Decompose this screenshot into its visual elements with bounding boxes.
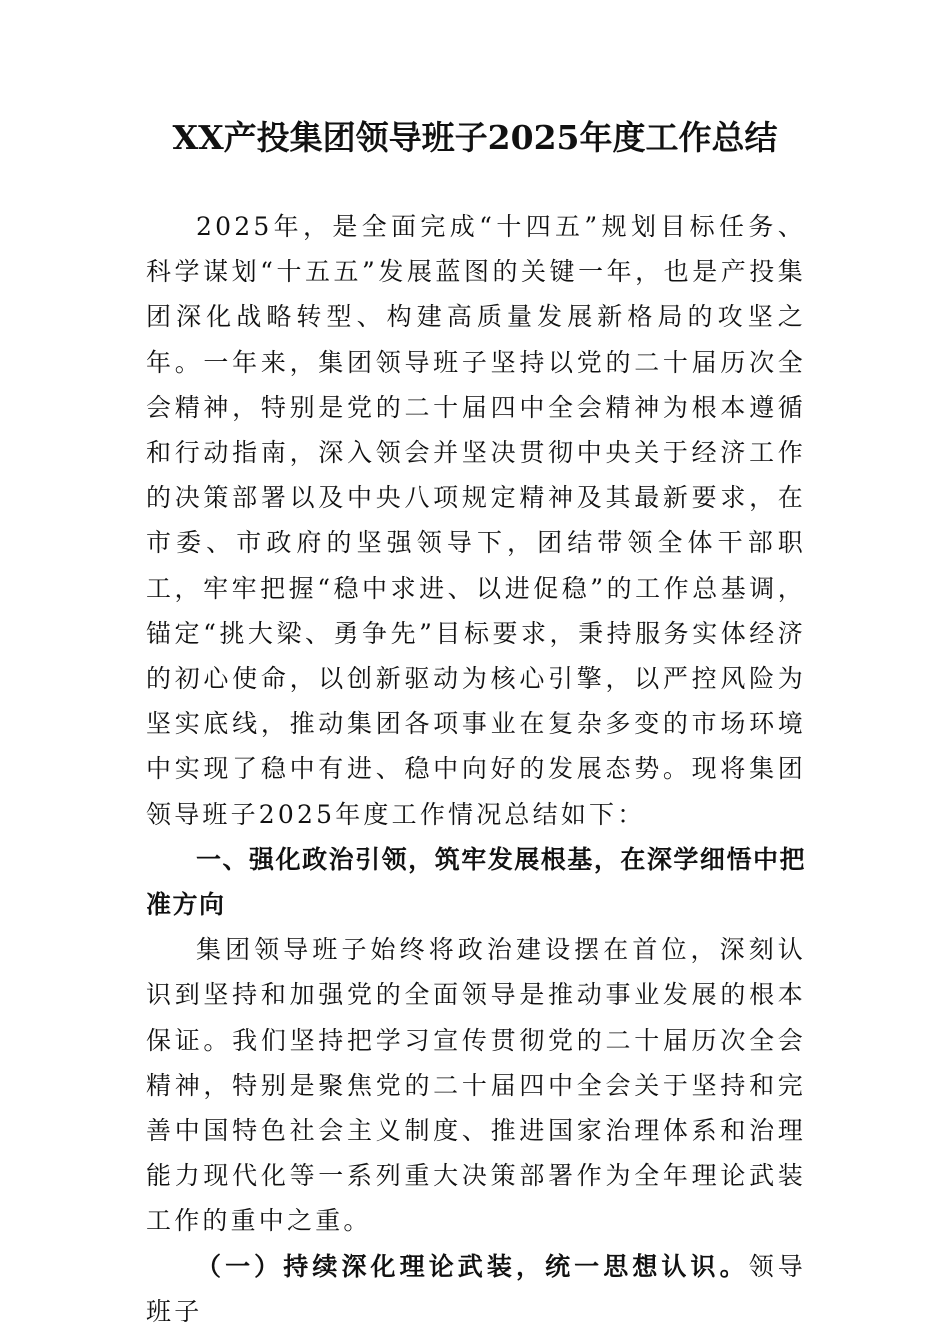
subsection-1-heading: （一）持续深化理论武装，统一思想认识。 [196, 1251, 749, 1281]
document-title: XX产投集团领导班子2025年度工作总结 [172, 118, 778, 157]
section-1-paragraph: 集团领导班子始终将政治建设摆在首位，深刻认识到坚持和加强党的全面领导是推动事业发展的根本保证。我们坚持把学习宣传贯彻党的二十届历次全会精神，特别是聚焦党的二十届四中全会关于坚持和完善中国特色社会主义制度、推进国家治理体系和治理能力现代化等一系列重大决策部署作为全年理论武装工作的重中之重。 [146, 935, 806, 1236]
section-heading-1: 一、强化政治引领，筑牢发展根基，在深学细悟中把准方向 [146, 844, 806, 920]
document-body [146, 204, 806, 1334]
intro-paragraph: 2025年，是全面完成“十四五”规划目标任务、科学谋划“十五五”发展蓝图的关键一年，也是产投集团深化战略转型、构建高质量发展新格局的攻坚之年。一年来，集团领导班子坚持以党的二十届历次全会精神，特别是党的二十届四中全会精神为根本遵循和行动指南，深入领会并坚决贯彻中央关于经济工作的决策部署以及中央八项规定精神及其最新要求，在市委、市政府的坚强领导下，团结带领全体干部职工，牢牢把握“稳中求进、以进促稳”的工作总基调，锚定“挑大梁、勇争先”目标要求，秉持服务实体经济的初心使命，以创新驱动为核心引擎，以严控风险为坚实底线，推动集团各项事业在复杂多变的市场环境中实现了稳中有进、稳中向好的发展态势。现将集团领导班子2025年度工作情况总结如下： [146, 212, 806, 829]
subsection-1-paragraph [146, 1244, 806, 1334]
subsection-1-text: 领导班子 [146, 1251, 806, 1326]
